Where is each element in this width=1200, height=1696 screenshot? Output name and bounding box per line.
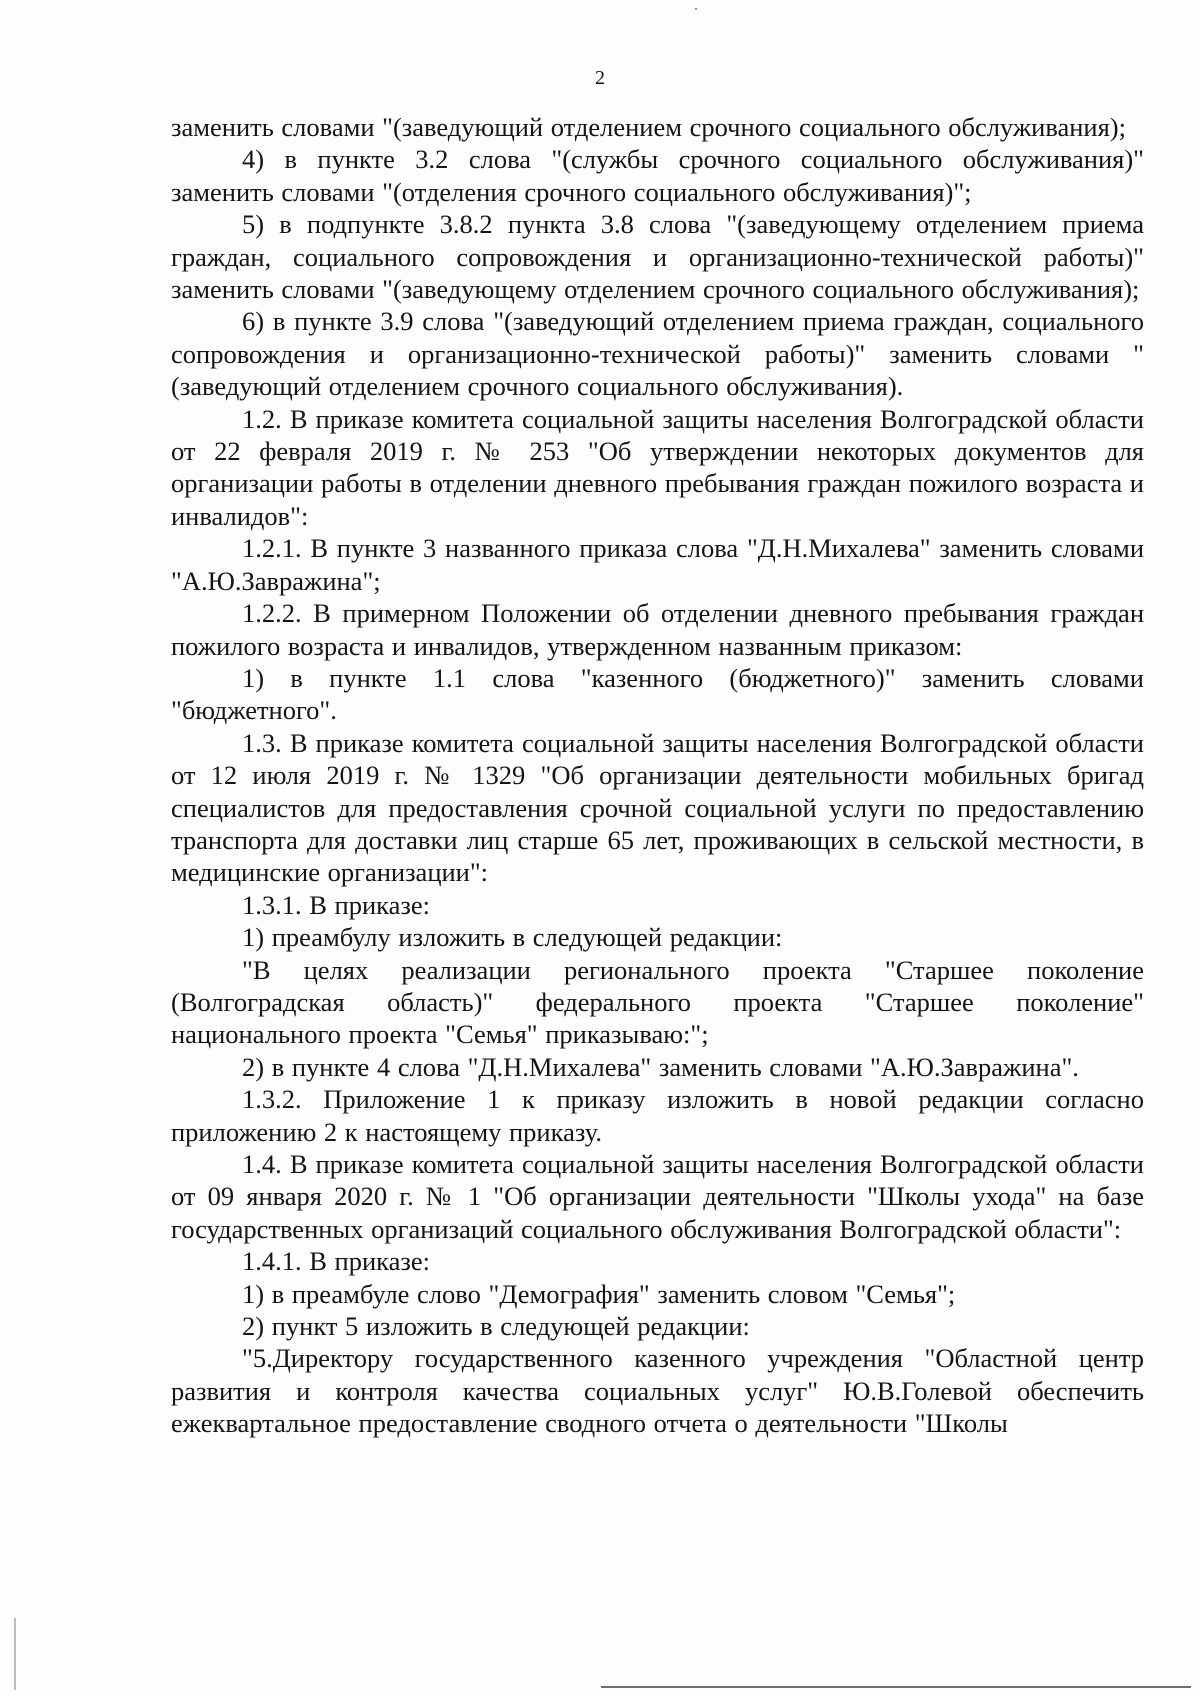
paragraph-section-1-3-2: 1.3.2. Приложение 1 к приказу изложить в новой редакции согласно приложению 2 к настоящему приказу. — [171, 1084, 1144, 1147]
paragraph-preamble-text: "В целях реализации регионального проекта "Старшее поколение (Волгоградская область)" федерального проекта "Старшее поколение" национального проекта "Семья" приказываю:"; — [171, 954, 1144, 1050]
paragraph-section-1-2-1: 1.2.1. В пункте 3 названного приказа слова "Д.Н.Михалева" заменить словами "А.Ю.Завражина"; — [171, 533, 1144, 596]
paragraph-section-1-2-2: 1.2.2. В примерном Положении об отделении дневного пребывания граждан пожилого возраста и инвалидов, утвержденном названным приказом: — [171, 598, 1144, 661]
document-body — [171, 111, 1144, 1440]
paragraph-item-6: 6) в пункте 3.9 слова "(заведующий отделением приема граждан, социального сопровождения и организационно-технической работы)" заменить словами "(заведующий отделением срочного социального обслуживания). — [171, 306, 1144, 402]
scan-artifact — [695, 8, 697, 10]
paragraph-section-1-4-1: 1.4.1. В приказе: — [242, 1246, 430, 1277]
paragraph-item-5: 5) в подпункте 3.8.2 пункта 3.8 слова "(заведующему отделением приема граждан, социального сопровождения и организационно-технической работы)" заменить словами "(заведующему отделением срочного социального обслуживания); — [171, 209, 1144, 305]
paragraph-section-1-3: 1.3. В приказе комитета социальной защиты населения Волгоградской области от 12 июля 2019 г. № 1329 "Об организации деятельности мобильных бригад специалистов для предоставления срочной социальной услуги по предоставлению транспорта для доставки лиц старше 65 лет, проживающих в сельской местности, в медицинские организации": — [171, 727, 1144, 888]
scan-edge-mark — [14, 1618, 16, 1690]
paragraph-section-1-4: 1.4. В приказе комитета социальной защиты населения Волгоградской области от 09 января 2020 г. № 1 "Об организации деятельности "Школы ухода" на базе государственных организаций социального обслуживания Волгоградской области": — [171, 1149, 1144, 1244]
page-number: 2 — [595, 67, 605, 89]
paragraph-section-1-2: 1.2. В приказе комитета социальной защиты населения Волгоградской области от 22 февраля 2019 г. № 253 "Об утверждении некоторых документов для организации работы в отделении дневного пребывания граждан пожилого возраста и инвалидов": — [171, 403, 1144, 531]
paragraph-item-2-point-4: 2) в пункте 4 слова "Д.Н.Михалева" заменить словами "А.Ю.Завражина". — [242, 1051, 1079, 1082]
paragraph-item-1-bude: 1) в пункте 1.1 слова "казенного (бюджетного)" заменить словами "бюджетного". — [171, 662, 1144, 726]
paragraph-preamble-word-change: 1) в преамбуле слово "Демография" заменить словом "Семья"; — [242, 1278, 956, 1309]
paragraph-point-5-text: "5.Директору государственного казенного учреждения "Областной центр развития и контроля качества социальных услуг" Ю.В.Голевой обеспечить ежеквартальное предоставление сводного отчета о деятельности "Школы — [171, 1343, 1144, 1439]
paragraph-point-5-instruction: 2) пункт 5 изложить в следующей редакции: — [242, 1311, 750, 1342]
paragraph-continuation: заменить словами "(заведующий отделением срочного социального обслуживания); — [171, 112, 1126, 142]
paragraph-section-1-3-1: 1.3.1. В приказе: — [242, 889, 430, 920]
paragraph-item-4: 4) в пункте 3.2 слова "(службы срочного социального обслуживания)" заменить словами "(отделения срочного социального обслуживания)"; — [171, 144, 1144, 207]
footer-rule — [601, 1686, 1191, 1688]
paragraph-preamble-instruction: 1) преамбулу изложить в следующей редакции: — [242, 922, 783, 953]
